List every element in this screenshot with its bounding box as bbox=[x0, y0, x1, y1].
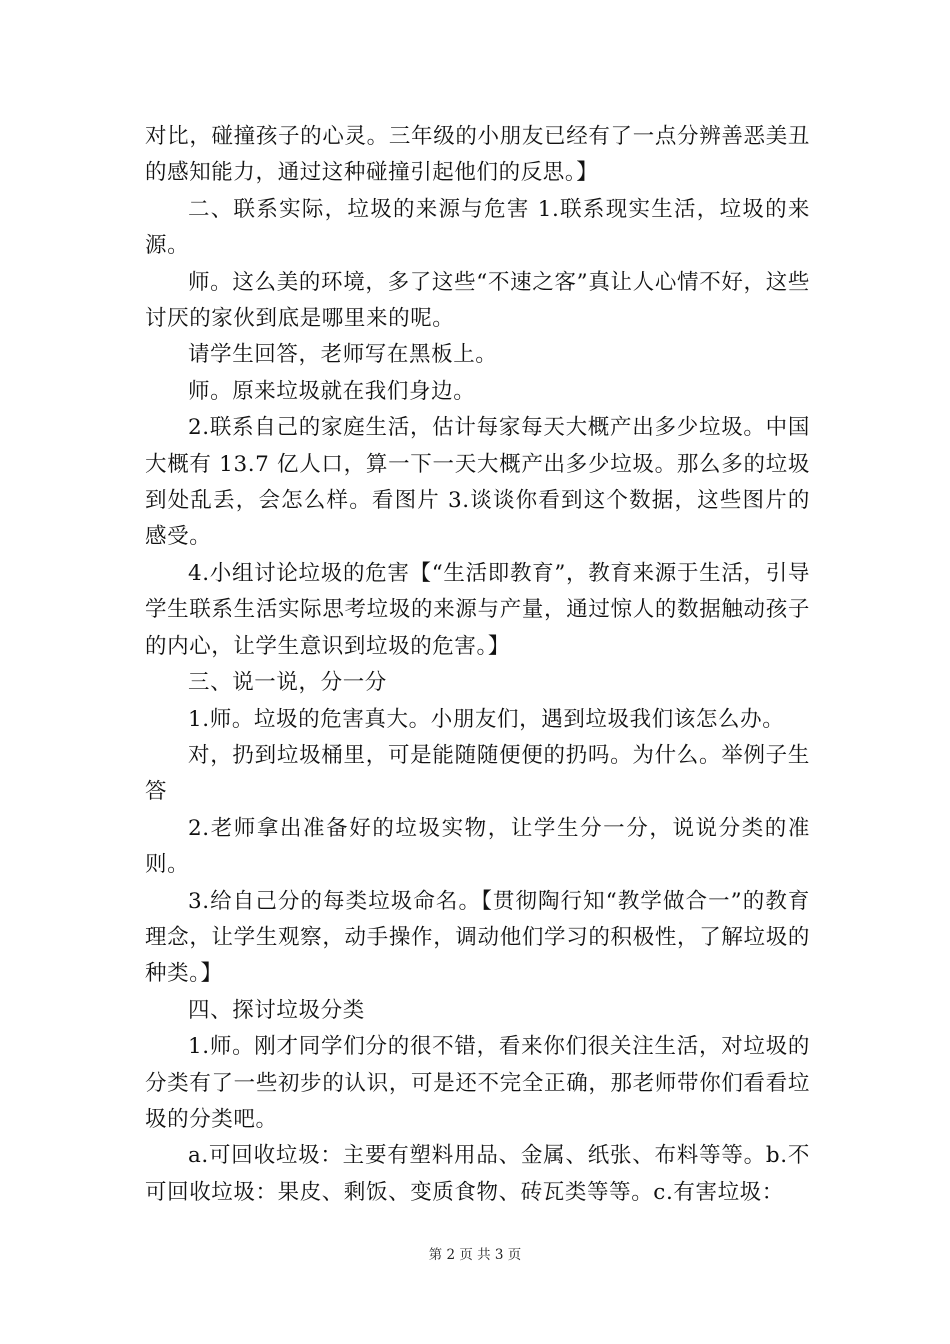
paragraph: 2.老师拿出准备好的垃圾实物，让学生分一分，说说分类的准则。 bbox=[145, 815, 810, 878]
paragraph: 师。这么美的环境，多了这些“不速之客”真让人心情不好，这些讨厌的家伙到底是哪里来的呢。 bbox=[145, 269, 810, 332]
paragraph: a.可回收垃圾：主要有塑料用品、金属、纸张、布料等等。b.不可回收垃圾：果皮、剩饭、变质食物、砖瓦类等等。c.有害垃圾： bbox=[145, 1143, 810, 1205]
paragraph: 1.师。刚才同学们分的很不错，看来你们很关注生活，对垃圾的分类有了一些初步的认识，可是还不完全正确，那老师带你们看看垃圾的分类吧。 bbox=[145, 1034, 810, 1132]
paragraph: 对，扔到垃圾桶里，可是能随随便便的扔吗。为什么。举例子生答 bbox=[145, 742, 810, 805]
paragraph: 3.给自己分的每类垃圾命名。【贯彻陶行知“教学做合一”的教育理念，让学生观察，动手操作，调动他们学习的积极性，了解垃圾的种类。】 bbox=[145, 888, 810, 987]
document-body bbox=[145, 119, 810, 1211]
paragraph: 2.联系自己的家庭生活，估计每家每天大概产出多少垃圾。中国大概有 13.7 亿人口，算一下一天大概产出多少垃圾。那么多的垃圾到处乱丢，会怎么样。看图片 3.谈谈你看到这个数据，这些图片的感受。 bbox=[145, 415, 810, 550]
paragraph: 对比，碰撞孩子的心灵。三年级的小朋友已经有了一点分辨善恶美丑的感知能力，通过这种碰撞引起他们的反思。】 bbox=[145, 124, 810, 186]
paragraph: 1.师。垃圾的危害真大。小朋友们，遇到垃圾我们该怎么办。 bbox=[188, 706, 785, 732]
page-number: 第 2 页 共 3 页 bbox=[428, 1247, 522, 1263]
section-heading: 四、探讨垃圾分类 bbox=[188, 997, 365, 1023]
paragraph: 师。原来垃圾就在我们身边。 bbox=[188, 378, 476, 404]
paragraph: 二、联系实际，垃圾的来源与危害 1.联系现实生活，垃圾的来源。 bbox=[145, 196, 810, 259]
paragraph: 请学生回答，老师写在黑板上。 bbox=[188, 342, 498, 368]
paragraph: 4.小组讨论垃圾的危害【“生活即教育”，教育来源于生活，引导学生联系生活实际思考垃圾的来源与产量，通过惊人的数据触动孩子的内心，让学生意识到垃圾的危害。】 bbox=[145, 560, 810, 659]
section-heading: 三、说一说，分一分 bbox=[188, 670, 387, 696]
